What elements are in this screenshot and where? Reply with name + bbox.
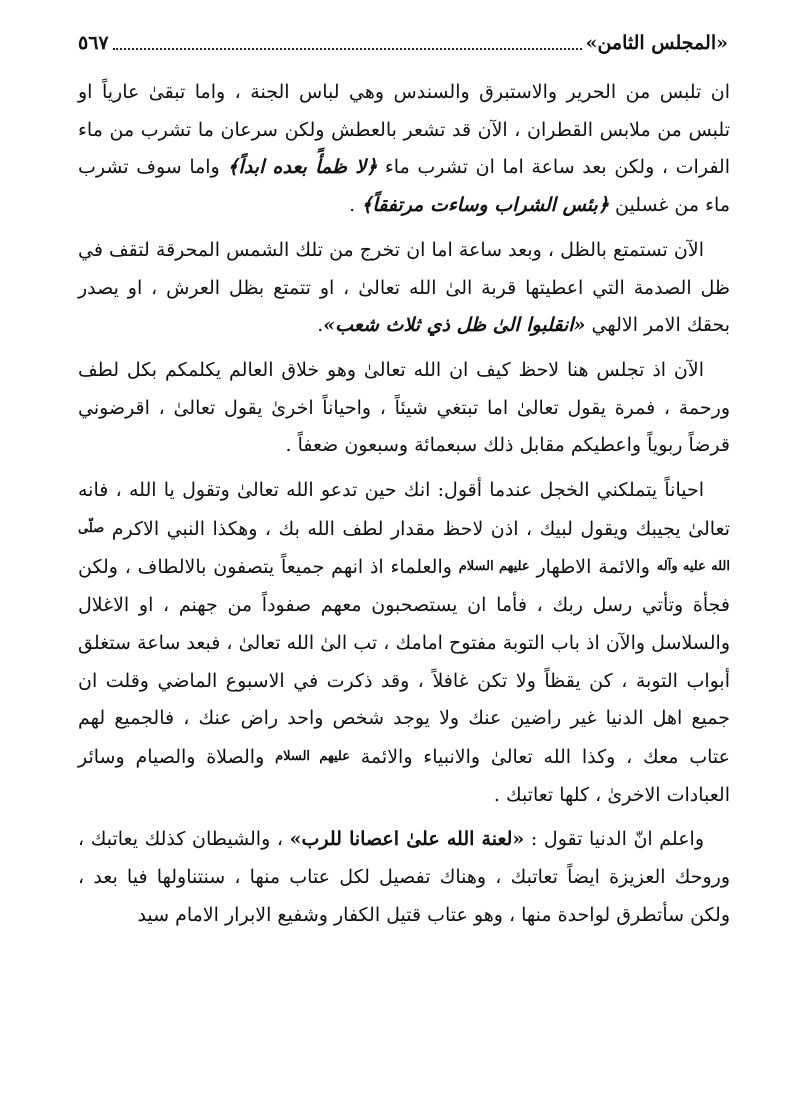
- paragraph-5: [78, 821, 730, 934]
- page-number: ٥٦٧: [78, 32, 109, 54]
- hadith-quote: «انقلبوا الىٰ ظل ذي ثلاث شعب»: [323, 314, 586, 337]
- honorific-glyph: عليهم السلام: [275, 748, 350, 764]
- header-dot-leader: [113, 48, 582, 50]
- paragraph-text: والعلماء اذ انهم جميعاً يتصفون بالالطاف ، ولكن فجأة وتأتي رسل ربك ، فأما ان يستصحبون معهم صفوداً من جهنم ، او الاغلال والسلاسل والآن اذ باب التوبة مفتوح امامك ، تب الىٰ الله تعالىٰ ، فبعد ساعة ستغلق أبواب التوبة ، كن يقظاً ولا تكن غافلاً ، وقد ذكرت في الاسبوع الماضي وقلت ان جميع اهل الدنيا غير راضين عنك ولا يوجد شخص واحد راض عنك ، فالجميع لهم عتاب معك ، وكذا الله تعالىٰ والانبياء والائمة: [78, 556, 730, 768]
- paragraph-1: [78, 74, 730, 225]
- page-header: [78, 28, 728, 58]
- paragraph-text: واعلم انّ الدنيا تقول :: [530, 828, 705, 851]
- paragraph-text: والائمة الاطهار: [536, 556, 650, 579]
- paragraph-text: واما سوف تشرب ماء من غسلين: [78, 156, 730, 217]
- paragraph-text: ، والشيطان كذلك يعاتبك ، وروحك العزيزة ايضاً تعاتبك ، وهناك تفصيل لكل عتاب منها ، سنتناولها فيا بعد ، ولكن سأتطرق لواحدة منها ، وهو عتاب قتيل الكفار وشفيع الابرار الامام سيد: [78, 828, 730, 926]
- paragraph-text: .: [317, 314, 324, 337]
- chapter-title: «المجلس الثامن»: [585, 32, 728, 54]
- paragraph-3: [78, 352, 730, 465]
- quran-quote: ﴿لا ظمأً بعده ابداً﴾: [227, 156, 378, 179]
- quoted-saying: «لعنة الله علىٰ اعصانا للرب»: [289, 828, 525, 851]
- paragraph-text: ان تلبس من الحرير والاستبرق والسندس وهي لباس الجنة ، واما تبقىٰ عارياً او تلبس من ملابس القطران ، الآن قد تشعر بالعطش ولكن سرعان ما تشرب من ماء الفرات ، ولكن بعد ساعة اما ان تشرب ماء: [78, 81, 731, 179]
- paragraph-4: [78, 472, 730, 814]
- paragraph-text: والصلاة والصيام وسائر العبادات الاخرىٰ ، كلها تعاتبك .: [78, 745, 730, 806]
- paragraph-text: الآن تستمتع بالظل ، وبعد ساعة اما ان تخرج من تلك الشمس المحرقة لتقف في ظل الصدمة التي اعطيتها قربة الىٰ الله تعالىٰ ، او تتمتع بظل العرش ، او يصدر بحقك الامر الالهي: [78, 238, 730, 337]
- quran-quote: ﴿بئس الشراب وساءت مرتفقاً﴾: [361, 194, 609, 217]
- paragraph-text: احياناً يتملكني الخجل عندما أقول: انك حين تدعو الله تعالىٰ وتقول يا الله ، فانه تعالىٰ يجيبك ويقول لبيك ، اذن لاحظ مقدار لطف الله بك ، وهكذا النبي الاكرم: [78, 479, 730, 540]
- body-text: [78, 74, 730, 941]
- paragraph-text: الآن اذ تجلس هنا لاحظ كيف ان الله تعالىٰ وهو خلاق العالم يكلمكم بكل لطف ورحمة ، فمرة يقول تعالىٰ اما تبتغي شيئاً ، واحياناً اخرىٰ يقول تعالىٰ ، اقرضوني قرضاً ربوياً واعطيكم مقابل ذلك سبعمائة وسبعون ضعفاً .: [78, 358, 730, 457]
- paragraph-text: .: [349, 194, 356, 217]
- paragraph-2: [78, 232, 730, 345]
- honorific-glyph: عليهم السلام: [458, 559, 530, 575]
- honorific-glyph: صلّى الله عليه وآله: [78, 520, 730, 575]
